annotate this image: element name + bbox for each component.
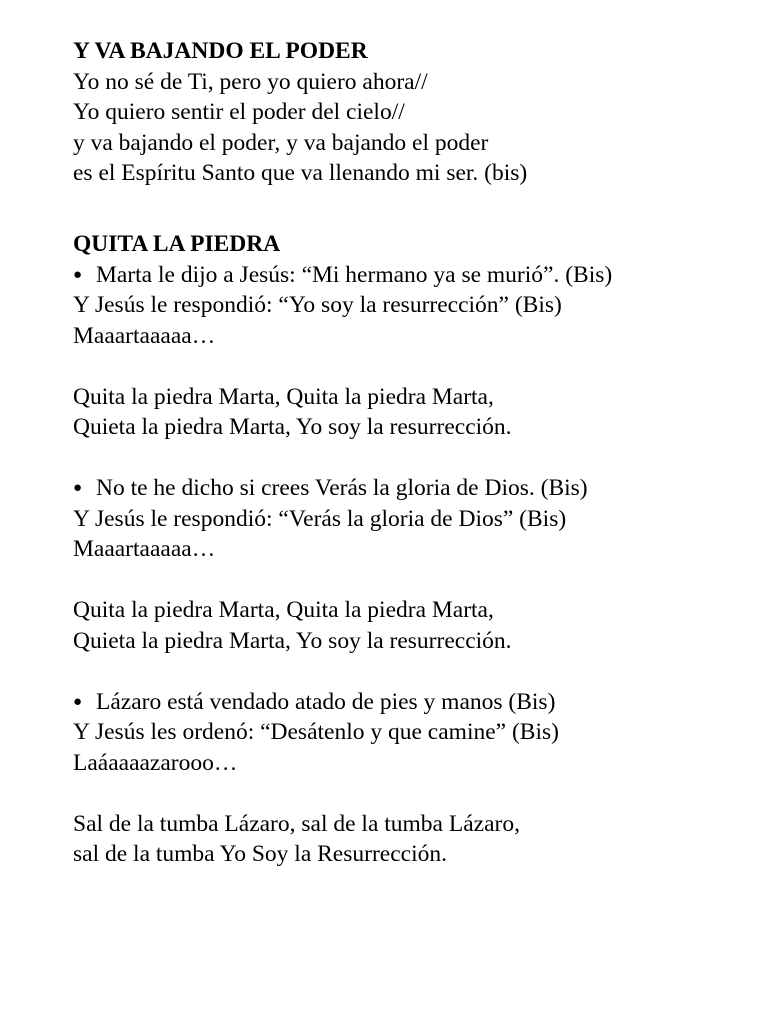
spacer [73,443,733,474]
lyric-line: Yo no sé de Ti, pero yo quiero ahora// [73,68,428,95]
lyric-line: Maaartaaaaa… [73,536,216,562]
spacer [73,778,733,809]
song-title: QUITA LA PIEDRA [73,231,281,257]
chorus-line: Quieta la piedra Marta, Yo soy la resurrección. [73,627,512,654]
chorus-line: Quita la piedra Marta, Quita la piedra Marta, [73,383,494,410]
lyric-line: Yo quiero sentir el poder del cielo// [73,99,405,125]
chorus-line: Quieta la piedra Marta, Yo soy la resurrección. [73,414,512,440]
spacer [73,656,733,687]
lyrics-document [73,36,733,870]
lyric-line: Lázaro está vendado atado de pies y manos (Bis) [96,688,556,715]
verse-bullet [73,473,756,504]
spacer [73,189,733,220]
lyric-line: Y Jesús les ordenó: “Desátenlo y que camine” (Bis) [73,719,559,745]
lyric-line: y va bajando el poder, y va bajando el poder [73,129,489,156]
lyric-line: es el Espíritu Santo que va llenando mi ser. (bis) [73,160,528,186]
verse-bullet [73,260,671,291]
spacer [73,351,733,382]
lyric-line: Laáaaaazarooo… [73,749,238,776]
song-title: Y VA BAJANDO EL PODER [73,38,368,64]
spacer [73,219,733,229]
lyric-line: Y Jesús le respondió: “Verás la gloria de Dios” (Bis) [73,505,567,532]
lyric-line: Maaartaaaaa… [73,322,216,349]
lyric-line: Y Jesús le respondió: “Yo soy la resurrección” (Bis) [73,292,562,318]
spacer [73,565,733,596]
lyric-line: Marta le dijo a Jesús: “Mi hermano ya se murió”. (Bis) [96,261,613,288]
verse-bullet [73,687,756,718]
chorus-line: Sal de la tumba Lázaro, sal de la tumba Lázaro, [73,810,520,837]
chorus-line: sal de la tumba Yo Soy la Resurrección. [73,841,447,867]
chorus-line: Quita la piedra Marta, Quita la piedra Marta, [73,597,494,623]
lyric-line: No te he dicho si crees Verás la gloria de Dios. (Bis) [96,475,588,501]
bullet-icon: ● [73,480,83,496]
bullet-icon: ● [73,266,83,283]
bullet-icon: ● [73,693,83,710]
